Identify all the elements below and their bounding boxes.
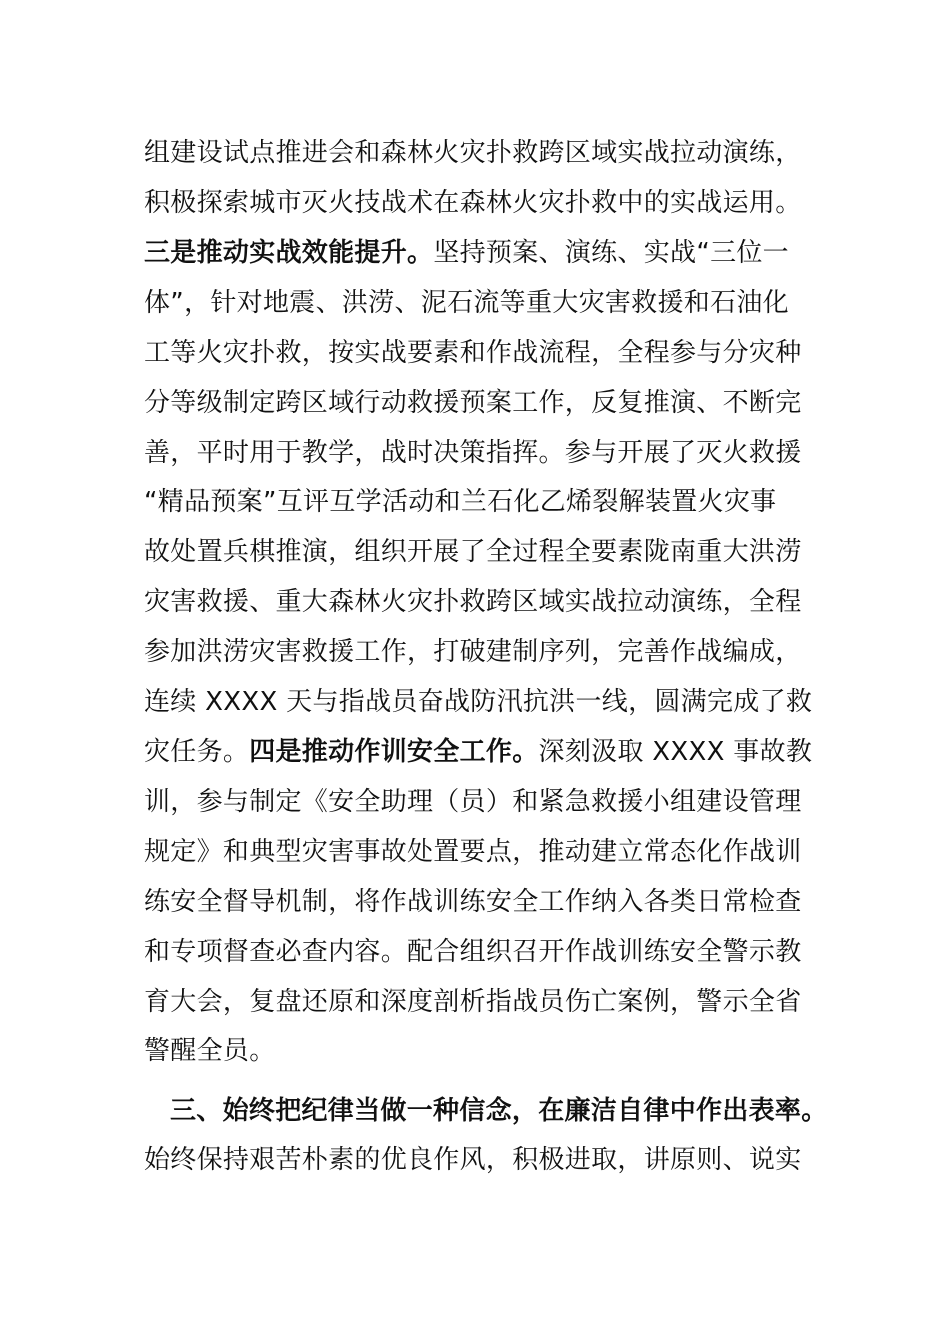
text-run: 育大会，复盘还原和深度剖析指战员伤亡案例，警示全省 xyxy=(144,987,802,1017)
text-line xyxy=(144,333,824,373)
text-run: 练安全督导机制，将作战训练安全工作纳入各类日常检查 xyxy=(144,887,802,917)
text-line xyxy=(144,383,824,423)
text-run: 故处置兵棋推演，组织开展了全过程全要素陇南重大洪涝 xyxy=(144,537,802,567)
text-run: 规定》和典型灾害事故处置要点，推动建立常态化作战训 xyxy=(144,837,802,867)
bold-heading-run: 三是推动实战效能提升。 xyxy=(144,238,434,268)
text-run: 始终保持艰苦朴素的优良作风，积极进取，讲原则、说实 xyxy=(144,1145,802,1175)
text-line xyxy=(144,682,824,722)
section-heading: 三、始终把纪律当做一种信念，在廉洁自律中作出表率。 xyxy=(170,1096,828,1126)
text-run: 参加洪涝灾害救援工作，打破建制序列，完善作战编成， xyxy=(144,637,802,667)
text-run: 善，平时用于教学，战时决策指挥。参与开展了灭火救援 xyxy=(144,438,802,468)
bold-heading-run: 四是推动作训安全工作。 xyxy=(249,737,539,767)
text-run: 灾任务。 xyxy=(144,737,250,767)
text-run: 灾害救援、重大森林火灾扑救跨区域实战拉动演练，全程 xyxy=(144,587,802,617)
text-run: 和专项督查必查内容。配合组织召开作战训练安全警示教 xyxy=(144,937,802,967)
text-line xyxy=(144,233,824,273)
text-run: 坚持预案、演练、实战“三位一 xyxy=(433,238,789,268)
text-line xyxy=(144,932,824,972)
text-run: 组建设试点推进会和森林火灾扑救跨区域实战拉动演练， xyxy=(144,138,802,168)
text-line xyxy=(144,732,824,772)
text-line xyxy=(144,1140,824,1180)
text-line xyxy=(144,482,824,522)
text-line xyxy=(144,1031,824,1071)
text-line xyxy=(144,582,824,622)
text-line xyxy=(144,882,824,922)
text-run: “精品预案”互评互学活动和兰石化乙烯裂解装置火灾事 xyxy=(144,487,777,517)
text-line xyxy=(144,532,824,572)
text-line xyxy=(144,632,824,672)
text-run: 深刻汲取 XXXX 事故教 xyxy=(538,737,813,767)
text-run: 连续 XXXX 天与指战员奋战防汛抗洪一线，圆满完成了救 xyxy=(144,687,813,717)
text-run: 警醒全员。 xyxy=(144,1036,276,1066)
text-line xyxy=(144,133,824,173)
text-run: 分等级制定跨区域行动救援预案工作，反复推演、不断完 xyxy=(144,388,802,418)
text-line xyxy=(144,433,824,473)
text-line xyxy=(144,982,824,1022)
text-line xyxy=(144,832,824,872)
text-line xyxy=(144,782,824,822)
text-run: 工等火灾扑救，按实战要素和作战流程，全程参与分灾种 xyxy=(144,338,802,368)
text-run: 训，参与制定《安全助理（员）和紧急救援小组建设管理 xyxy=(144,787,802,817)
text-run: 积极探索城市灭火技战术在森林火灾扑救中的实战运用。 xyxy=(144,188,802,218)
text-line xyxy=(144,183,824,223)
section-heading-line xyxy=(170,1091,828,1131)
text-line xyxy=(144,283,824,323)
text-run: 体”，针对地震、洪涝、泥石流等重大灾害救援和石油化 xyxy=(144,288,789,318)
